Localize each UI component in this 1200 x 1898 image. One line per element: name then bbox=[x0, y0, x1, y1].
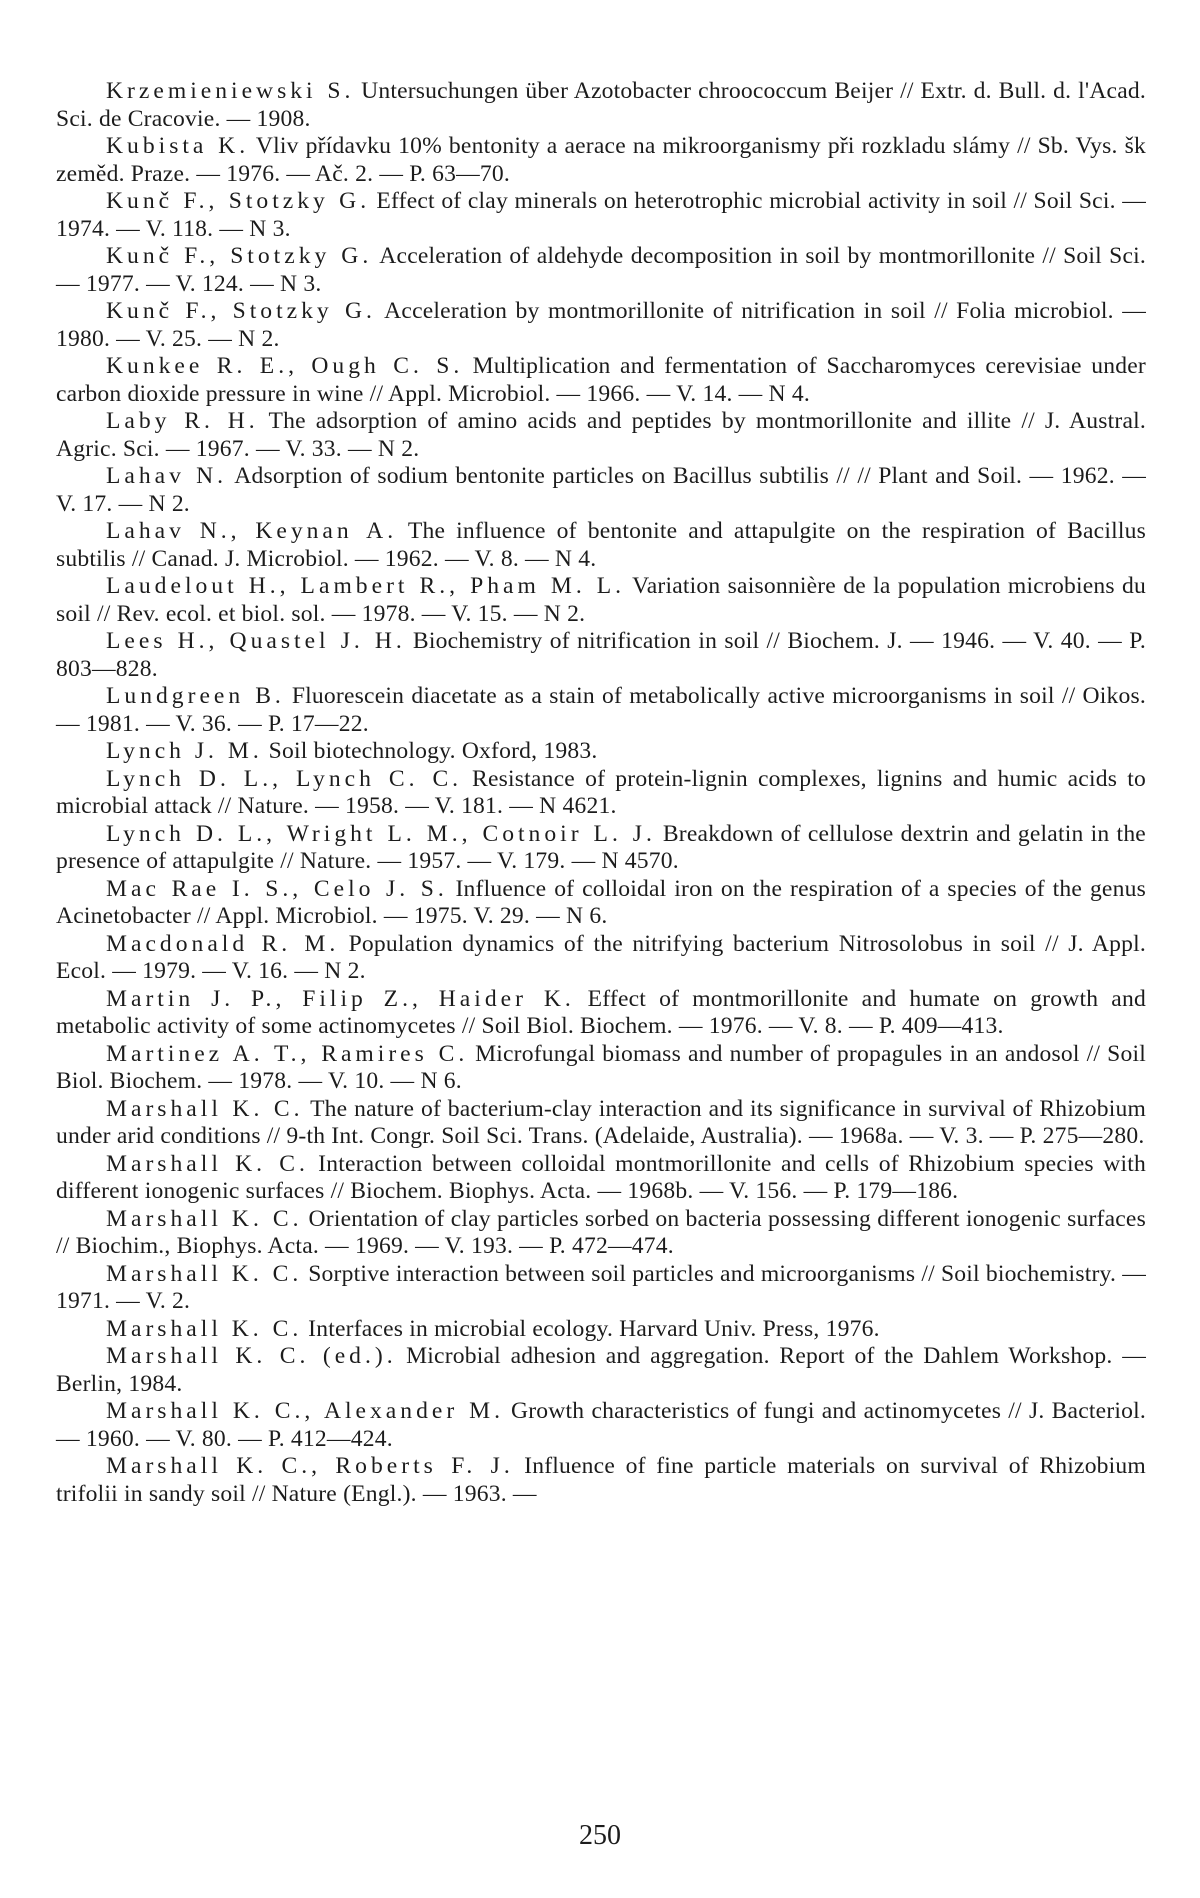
reference-entry bbox=[56, 1261, 1146, 1316]
reference-entry bbox=[56, 986, 1146, 1041]
reference-text: Untersuchungen über Azotobacter chroococcum Beijer // Extr. d. Bull. d. l'Acad. Sci. de Cracovie. — 1908. bbox=[56, 78, 1146, 132]
reference-text: Effect of montmorillonite and humate on growth and metabolic activity of some actinomycetes // Soil Biol. Biochem. — 1976. — V. 8. — P. 409—413. bbox=[56, 985, 1146, 1039]
reference-text: Fluorescein diacetate as a stain of metabolically active microorganisms in soil // Oikos. — 1981. — V. 36. — P. 17—22. bbox=[56, 683, 1147, 737]
reference-text: Resistance of protein-lignin complexes, lignins and humic acids to microbial attack // Nature. — 1958. — V. 181. — N 4621. bbox=[56, 765, 1146, 819]
reference-text: Influence of fine particle materials on survival of Rhizobium trifolii in sandy soil // Nature (Engl.). — 1963. — bbox=[56, 1453, 1146, 1507]
reference-author: Marshall K. C. bbox=[106, 1315, 303, 1342]
reference-author: Marshall K. C. bbox=[106, 1205, 303, 1232]
reference-text: Vliv přídavku 10% bentonity a aerace na mikroorganismy při rozkladu slámy // Sb. Vys. šk zeměd. Praze. — 1976. — Ač. 2. — P. 63—70. bbox=[56, 133, 1146, 187]
reference-entry bbox=[56, 573, 1146, 628]
reference-author: Lynch J. M. bbox=[106, 738, 263, 764]
reference-entry bbox=[56, 463, 1146, 518]
reference-text: Adsorption of sodium bentonite particles on Bacillus subtilis // // Plant and Soil. — 1962. — V. 17. — N 2. bbox=[56, 463, 1146, 517]
reference-text: Acceleration by montmorillonite of nitrification in soil // Folia microbiol. — 1980. — V. 25. — N 2. bbox=[56, 298, 1146, 352]
reference-entry bbox=[56, 821, 1146, 876]
reference-entry bbox=[56, 1096, 1146, 1151]
reference-entry bbox=[56, 766, 1146, 821]
reference-text: Influence of colloidal iron on the respiration of a species of the genus Acinetobacter // Appl. Microbiol. — 1975. V. 29. — N 6. bbox=[56, 875, 1146, 929]
reference-author: Marshall K. C., Roberts F. J. bbox=[106, 1453, 514, 1479]
page-number: 250 bbox=[579, 1820, 621, 1851]
reference-text: Effect of clay minerals on heterotrophic microbial activity in soil // Soil Sci. — 1974. — V. 118. — N 3. bbox=[56, 188, 1146, 242]
reference-author: Lynch D. L., Wright L. M., Cotnoir L. J. bbox=[106, 820, 656, 847]
reference-text: Interfaces in microbial ecology. Harvard Univ. Press, 1976. bbox=[308, 1315, 880, 1342]
reference-entry bbox=[56, 1316, 1146, 1344]
reference-entry bbox=[56, 628, 1146, 683]
reference-text: Population dynamics of the nitrifying bacterium Nitrosolobus in soil // J. Appl. Ecol. — 1979. — V. 16. — N 2. bbox=[56, 930, 1146, 984]
reference-entry bbox=[56, 518, 1146, 573]
reference-entry bbox=[56, 133, 1146, 188]
reference-text: The influence of bentonite and attapulgite on the respiration of Bacillus subtilis // Canad. J. Microbiol. — 1962. — V. 8. — N 4. bbox=[56, 518, 1147, 572]
reference-entry bbox=[56, 1041, 1146, 1096]
reference-entry bbox=[56, 876, 1146, 931]
reference-text: The nature of bacterium-clay interaction and its significance in survival of Rhizobium under arid conditions // 9-th Int. Congr. Soil Sci. Trans. (Adelaide, Australia). — 1968a. — V. 3. — P. 275—280. bbox=[56, 1095, 1146, 1149]
reference-text: Growth characteristics of fungi and actinomycetes // J. Bacteriol. — 1960. — V. 80. — P. 412—424. bbox=[56, 1398, 1146, 1452]
reference-author: Lahav N., Keynan A. bbox=[106, 518, 398, 544]
reference-entry bbox=[56, 243, 1146, 298]
reference-text: Soil biotechnology. Oxford, 1983. bbox=[268, 738, 598, 764]
reference-entry bbox=[56, 408, 1146, 463]
reference-author: Kunč F., Stotzky G. bbox=[106, 298, 376, 324]
reference-author: Macdonald R. M. bbox=[106, 930, 340, 957]
reference-author: Mac Rae I. S., Celo J. S. bbox=[106, 875, 448, 902]
reference-author: Lundgreen B. bbox=[106, 683, 285, 709]
reference-text: Interaction between colloidal montmorillonite and cells of Rhizobium species with different ionogenic surfaces // Biochem. Biophys. Acta. — 1968b. — V. 156. — P. 179—186. bbox=[56, 1150, 1146, 1204]
reference-text: Microfungal biomass and number of propagules in an andosol // Soil Biol. Biochem. — 1978. — V. 10. — N 6. bbox=[56, 1040, 1146, 1094]
reference-author: Marshall K. C. bbox=[106, 1150, 309, 1177]
reference-author: Kunč F., Stotzky G. bbox=[106, 188, 371, 214]
reference-author: Marshall K. C. bbox=[106, 1260, 303, 1287]
reference-author: Kunč F., Stotzky G. bbox=[106, 243, 373, 269]
reference-text: Breakdown of cellulose dextrin and gelatin in the presence of attapulgite // Nature. — 1957. — V. 179. — N 4570. bbox=[56, 820, 1146, 874]
reference-entry bbox=[56, 1343, 1146, 1398]
reference-author: Kubista K. bbox=[106, 133, 250, 159]
reference-text: Acceleration of aldehyde decomposition in soil by montmorillonite // Soil Sci. — 1977. — V. 124. — N 3. bbox=[56, 243, 1146, 297]
reference-entry bbox=[56, 1453, 1146, 1508]
reference-text: Variation saisonnière de la population microbiens du soil // Rev. ecol. et biol. sol. — 1978. — V. 15. — N 2. bbox=[56, 573, 1146, 627]
reference-author: Martin J. P., Filip Z., Haider K. bbox=[106, 985, 575, 1012]
reference-text: Orientation of clay particles sorbed on bacteria possessing different ionogenic surfaces // Biochim., Biophys. Acta. — 1969. — V. 193. — P. 472—474. bbox=[56, 1205, 1146, 1259]
reference-entry bbox=[56, 683, 1146, 738]
reference-text: Multiplication and fermentation of Saccharomyces cerevisiae under carbon dioxide pressure in wine // Appl. Microbiol. — 1966. — V. 14. — N 4. bbox=[56, 353, 1146, 407]
reference-author: Laby R. H. bbox=[106, 408, 259, 434]
reference-author: Lees H., Quastel J. H. bbox=[106, 628, 406, 654]
reference-entry bbox=[56, 298, 1146, 353]
reference-entry bbox=[56, 78, 1146, 133]
reference-entry bbox=[56, 353, 1146, 408]
reference-author: Marshall K. C., Alexander M. bbox=[106, 1398, 505, 1424]
reference-entry bbox=[56, 188, 1146, 243]
reference-text: Biochemistry of nitrification in soil // Biochem. J. — 1946. — V. 40. — P. 803—828. bbox=[56, 628, 1147, 682]
reference-entry bbox=[56, 931, 1146, 986]
reference-text: Microbial adhesion and aggregation. Report of the Dahlem Workshop. — Berlin, 1984. bbox=[56, 1343, 1146, 1397]
reference-text: The adsorption of amino acids and peptides by montmorillonite and illite // J. Austral. Agric. Sci. — 1967. — V. 33. — N 2. bbox=[56, 408, 1146, 462]
reference-entry bbox=[56, 1206, 1146, 1261]
reference-author: Kunkee R. E., Ough C. S. bbox=[106, 353, 464, 379]
reference-author: Marshall K. C. (ed.). bbox=[106, 1343, 397, 1369]
reference-author: Martinez A. T., Ramires C. bbox=[106, 1040, 469, 1067]
reference-author: Lynch D. L., Lynch C. C. bbox=[106, 765, 463, 792]
reference-text: Sorptive interaction between soil particles and microorganisms // Soil biochemistry. — 1971. — V. 2. bbox=[56, 1260, 1146, 1314]
reference-entry bbox=[56, 1151, 1146, 1206]
reference-author: Krzemieniewski S. bbox=[106, 78, 355, 104]
reference-author: Laudelout H., Lambert R., Pham M. L. bbox=[106, 573, 626, 599]
reference-author: Lahav N. bbox=[106, 463, 228, 489]
reference-author: Marshall K. C. bbox=[106, 1095, 304, 1122]
reference-list bbox=[56, 78, 1146, 1508]
reference-entry bbox=[56, 1398, 1146, 1453]
reference-entry bbox=[56, 738, 1146, 766]
